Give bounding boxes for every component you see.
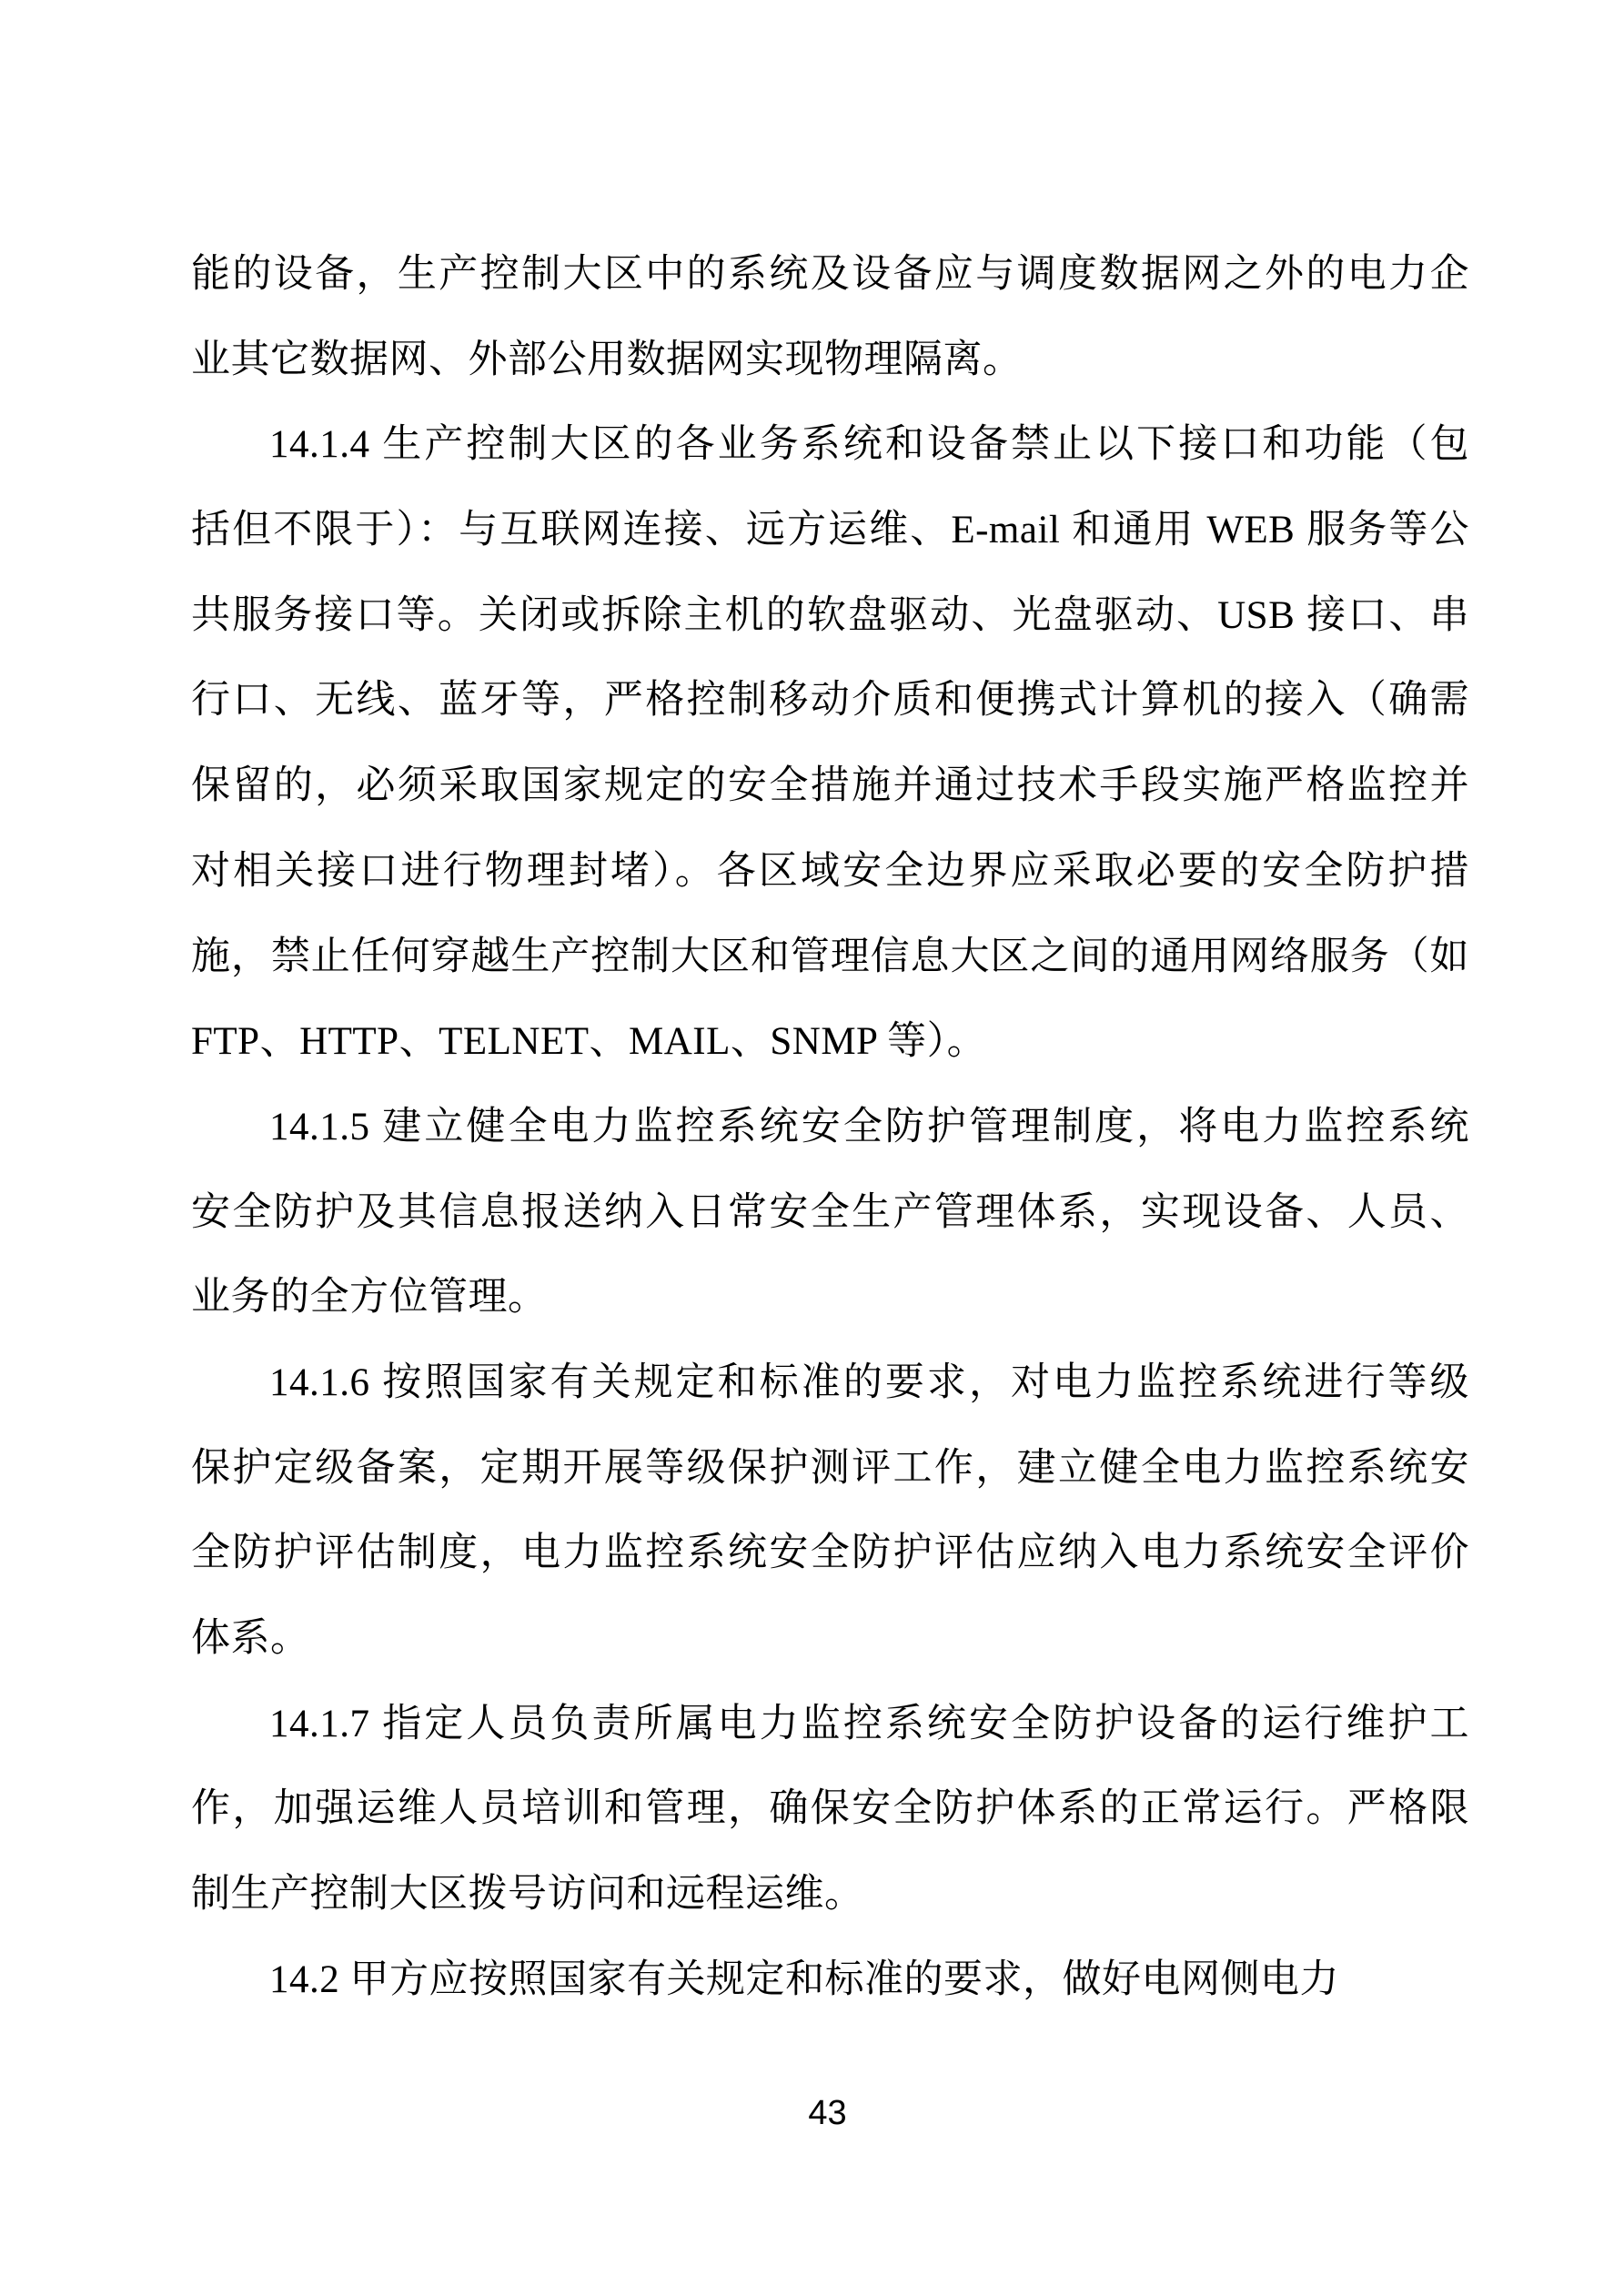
text-line: 全防护评估制度，电力监控系统安全防护评估应纳入电力系统安全评价: [191, 1532, 1469, 1575]
text-line-section-14-1-5: 14.1.5 建立健全电力监控系统安全防护管理制度，将电力监控系统: [269, 1105, 1469, 1148]
text-line: FTP、HTTP、TELNET、MAIL、SNMP 等）。: [191, 1020, 987, 1064]
page-number-footer: [0, 2093, 1624, 2133]
page-number: 43: [808, 2094, 847, 2132]
text-line: 共服务接口等。关闭或拆除主机的软盘驱动、光盘驱动、USB 接口、串: [191, 593, 1469, 637]
text-line: 对相关接口进行物理封堵）。各区域安全边界应采取必要的安全防护措: [191, 849, 1469, 893]
text-line: 体系。: [191, 1617, 310, 1660]
text-line-section-14-1-7: 14.1.7 指定人员负责所属电力监控系统安全防护设备的运行维护工: [269, 1702, 1469, 1745]
text-line: 施，禁止任何穿越生产控制大区和管理信息大区之间的通用网络服务（如: [191, 935, 1469, 978]
text-line: 能的设备，生产控制大区中的系统及设备应与调度数据网之外的电力企: [191, 253, 1469, 296]
text-line: 制生产控制大区拨号访问和远程运维。: [191, 1873, 864, 1917]
text-line: 业务的全方位管理。: [191, 1276, 548, 1320]
body-text: [191, 232, 1469, 2022]
text-line: 行口、无线、蓝牙等，严格控制移动介质和便携式计算机的接入（确需: [191, 679, 1469, 723]
text-line: 安全防护及其信息报送纳入日常安全生产管理体系，实现设备、人员、: [191, 1190, 1469, 1234]
text-line-section-14-2: 14.2 甲方应按照国家有关规定和标准的要求，做好电网侧电力: [269, 1957, 1339, 2001]
text-line: 保护定级备案，定期开展等级保护测评工作，建立健全电力监控系统安: [191, 1446, 1469, 1490]
text-line-section-14-1-6: 14.1.6 按照国家有关规定和标准的要求，对电力监控系统进行等级: [269, 1360, 1469, 1404]
text-line-section-14-1-4: 14.1.4 生产控制大区的各业务系统和设备禁止以下接口和功能（包: [269, 423, 1469, 467]
text-line: 括但不限于）：与互联网连接、远方运维、E-mail 和通用 WEB 服务等公: [191, 509, 1469, 552]
text-line: 业其它数据网、外部公用数据网实现物理隔离。: [191, 338, 1023, 381]
text-line: 保留的，必须采取国家规定的安全措施并通过技术手段实施严格监控并: [191, 764, 1469, 808]
text-line: 作，加强运维人员培训和管理，确保安全防护体系的正常运行。严格限: [191, 1787, 1469, 1831]
